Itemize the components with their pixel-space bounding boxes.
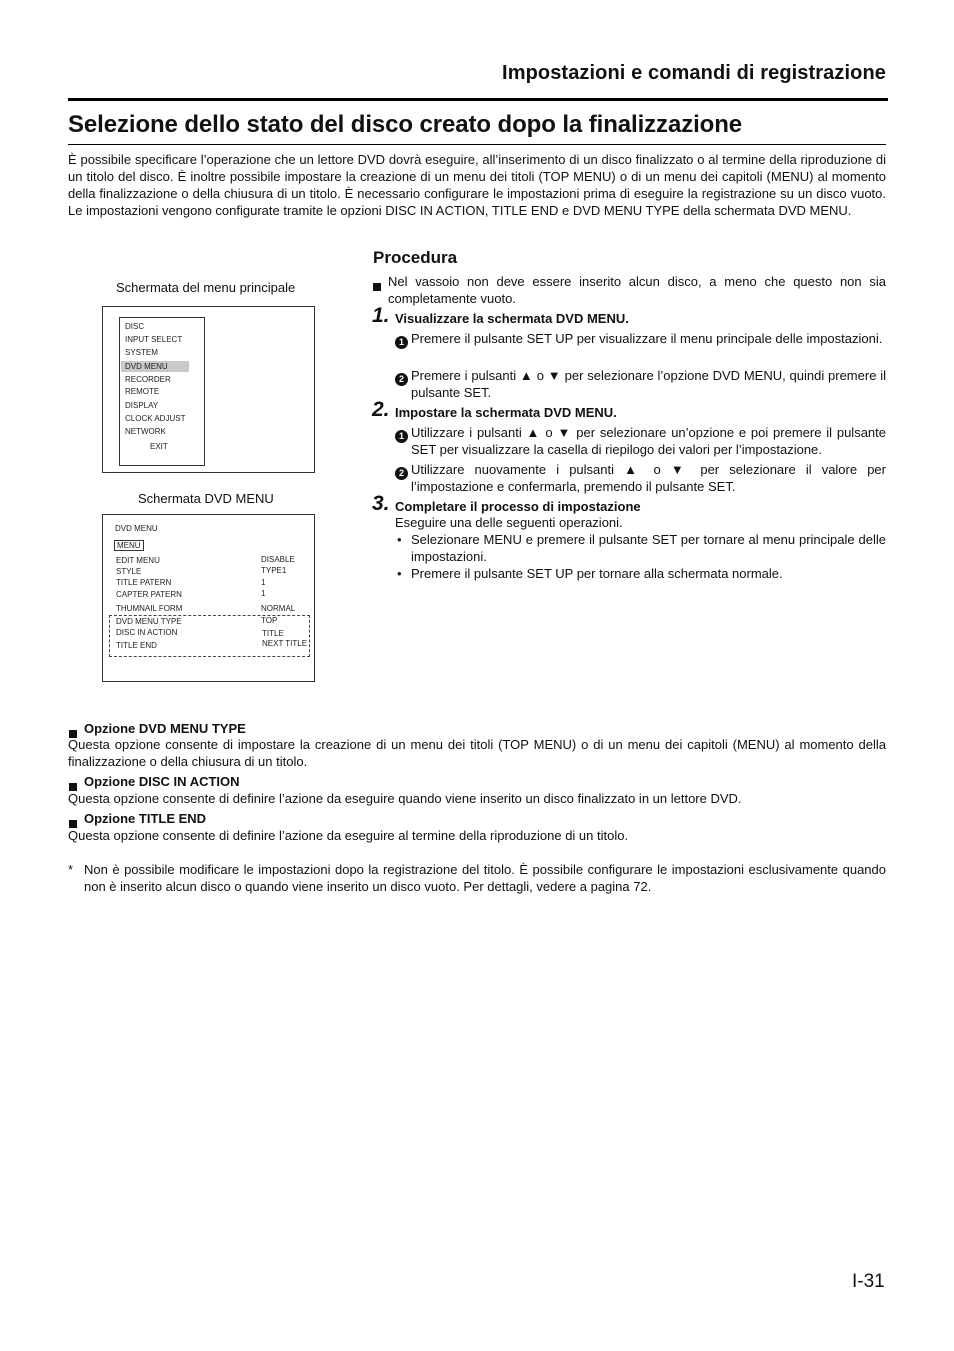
step-3-bullet-2: Premere il pulsante SET UP per tornare alla schermata normale. <box>411 566 783 581</box>
row-label-title-end: TITLE END <box>116 641 157 650</box>
step-2-sub-1: Utilizzare i pulsanti ▲ o ▼ per selezionare un’opzione e poi premere il pulsante SET per visualizzare la casella di riepilogo dei valori per l’impostazione. <box>411 425 886 457</box>
main-menu-screen <box>102 306 315 473</box>
menu-item-display: DISPLAY <box>125 401 159 410</box>
step-1-sub-1: Premere il pulsante SET UP per visualizzare il menu principale delle impostazioni. <box>411 331 883 346</box>
option-2-text: Questa opzione consente di definire l’azione da eseguire quando viene inserito un disco finalizzato in un lettore DVD. <box>68 791 742 806</box>
row-value-dvd-menu-type: TOP <box>261 616 278 625</box>
option-1-text: Questa opzione consente di impostare la creazione di un menu dei titoli (TOP MENU) o di un menu dei capitoli (MENU) al momento della finalizzazione o della chiusura di un titolo. <box>68 737 886 769</box>
menu-item-clock-adjust: CLOCK ADJUST <box>125 414 186 423</box>
menu-item-input-select: INPUT SELECT <box>125 335 183 344</box>
step-1-title: Visualizzare la schermata DVD MENU. <box>395 311 629 326</box>
row-value-thumnail-form: NORMAL <box>261 604 296 613</box>
row-value-disc-in-action: TITLE <box>262 629 284 638</box>
row-label-title-patern: TITLE PATERN <box>116 578 172 587</box>
option-3-text: Questa opzione consente di definire l’azione da eseguire al termine della riproduzione di un titolo. <box>68 828 629 843</box>
option-3-title: Opzione TITLE END <box>84 811 207 826</box>
step-2-title: Impostare la schermata DVD MENU. <box>395 405 617 420</box>
note-bullet <box>373 278 381 296</box>
menu-item-dvd-menu: DVD MENU <box>125 362 168 371</box>
step-3-bullet-1: Selezionare MENU e premere il pulsante SET per tornare al menu principale delle impostazioni. <box>411 532 886 564</box>
menu-item-disc: DISC <box>125 322 145 331</box>
menu-item-system: SYSTEM <box>125 348 158 357</box>
menu-item-network: NETWORK <box>125 427 166 436</box>
row-value-style: TYPE1 <box>261 566 287 575</box>
page-title: Selezione dello stato del disco creato dopo la finalizzazione <box>68 111 743 138</box>
row-label-thumnail-form: THUMNAIL FORM <box>116 604 183 613</box>
step-3-number: 3. <box>372 492 390 515</box>
row-value-title-patern: 1 <box>261 578 266 587</box>
step-2-sub-1-marker: 1 <box>395 425 409 443</box>
step-3-bullet-2-dot: • <box>397 566 402 581</box>
step-1-sub-1-marker: 1 <box>395 331 409 349</box>
intro-paragraph: È possibile specificare l’operazione che un lettore DVD dovrà eseguire, all’inserimento di un disco finalizzato o al termine della riproduzione di un titolo del disco. È inoltre possibile impostare la creazione di un menu dei titoli (TOP MENU) o di un menu dei capitoli (MENU) al momento della finalizzazione o della chiusura di un titolo. È necessario configurare le impostazioni prima di eseguire la registrazione su un disco vuoto. Le impostazioni vengono configurate tramite le opzioni DISC IN ACTION, TITLE END e DVD MENU TYPE della schermata DVD MENU. <box>68 152 886 218</box>
menu-item-recorder: RECORDER <box>125 375 171 384</box>
step-2-sub-2-marker: 2 <box>395 462 409 480</box>
procedure-note: Nel vassoio non deve essere inserito alcun disco, a meno che questo non sia completamente vuoto. <box>388 274 886 306</box>
footnote-mark: * <box>68 862 74 877</box>
row-value-capter-patern: 1 <box>261 589 266 598</box>
dvd-menu-tab: MENU <box>114 540 144 551</box>
step-3-bullet-1-dot: • <box>397 532 402 547</box>
row-label-disc-in-action: DISC IN ACTION <box>116 628 178 637</box>
step-1-sub-2-marker: 2 <box>395 368 409 386</box>
menu-item-remote: REMOTE <box>125 387 160 396</box>
step-3-intro: Eseguire una delle seguenti operazioni. <box>395 515 623 530</box>
header-rule <box>68 98 888 101</box>
page-number: I-31 <box>852 1271 885 1292</box>
main-menu-caption: Schermata del menu principale <box>116 280 296 295</box>
option-1-title: Opzione DVD MENU TYPE <box>84 721 246 736</box>
row-label-dvd-menu-type: DVD MENU TYPE <box>116 617 182 626</box>
title-rule <box>68 144 886 145</box>
step-1-number: 1. <box>372 304 390 327</box>
footnote-text: Non è possibile modificare le impostazioni dopo la registrazione del titolo. È possibile configurare le impostazioni esclusivamente quando non è inserito alcun disco o quando viene inserito un disco vuoto. Per dettagli, vedere a pagina 72. <box>84 862 886 894</box>
row-value-title-end: NEXT TITLE <box>262 639 308 648</box>
dvd-menu-caption: Schermata DVD MENU <box>138 491 274 506</box>
step-3-title: Completare il processo di impostazione <box>395 499 641 514</box>
row-value-edit-menu: DISABLE <box>261 555 295 564</box>
step-1-sub-2: Premere i pulsanti ▲ o ▼ per selezionare l’opzione DVD MENU, quindi premere il pulsante SET. <box>411 368 886 400</box>
main-menu-panel <box>119 317 205 466</box>
dvd-menu-screen <box>102 514 315 682</box>
row-label-edit-menu: EDIT MENU <box>116 556 160 565</box>
step-2-number: 2. <box>372 398 390 421</box>
dvd-menu-screen-title: DVD MENU <box>115 524 158 533</box>
option-2-title: Opzione DISC IN ACTION <box>84 774 240 789</box>
row-label-capter-patern: CAPTER PATERN <box>116 590 182 599</box>
menu-item-exit: EXIT <box>150 442 168 451</box>
step-2-sub-2: Utilizzare nuovamente i pulsanti ▲ o ▼ per selezionare il valore per l’impostazione e confermarla, premendo il pulsante SET. <box>411 462 886 494</box>
row-label-style: STYLE <box>116 567 142 576</box>
section-header: Impostazioni e comandi di registrazione <box>502 62 886 84</box>
procedure-heading: Procedura <box>373 248 458 267</box>
